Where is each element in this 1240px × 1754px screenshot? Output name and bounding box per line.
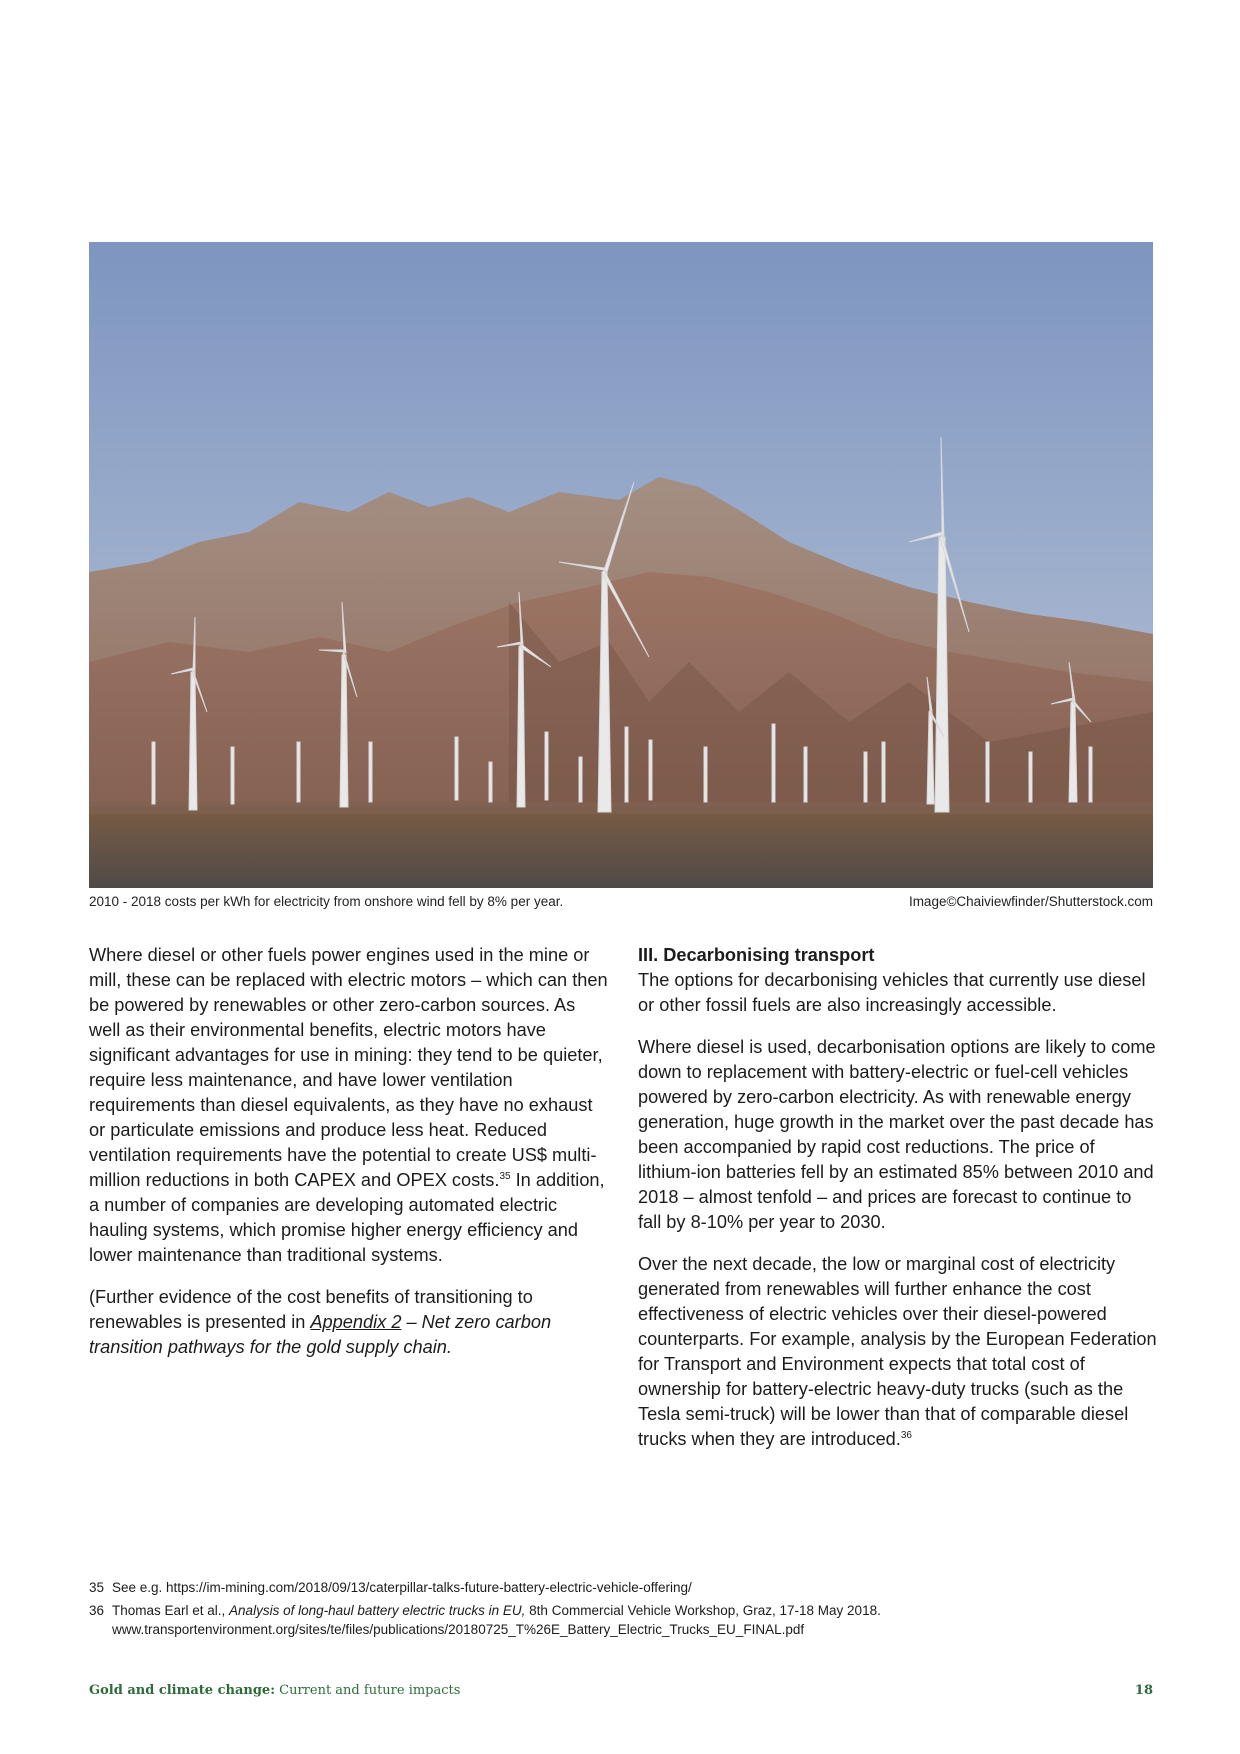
right-column (638, 943, 1158, 1469)
report-subtitle: Current and future impacts (275, 1683, 461, 1698)
turbine-tower (1069, 702, 1077, 802)
page-footer (89, 1683, 1153, 1703)
footnote-35: 35 See e.g. https://im-mining.com/2018/09/13/caterpillar-talks-future-battery-electric-vehicle-offering/ (89, 1580, 692, 1595)
right-paragraph-1: The options for decarbonising vehicles that currently use diesel or other fossil fuels are also increasingly accessible. (638, 970, 1146, 1015)
wind-farm-photo (89, 242, 1153, 888)
turbine-tower (340, 655, 348, 807)
footnote-36: 36 Thomas Earl et al., Analysis of long-haul battery electric trucks in EU, 8th Commercial Vehicle Workshop, Graz, 17-18 May 2018. www.transportenvironment.org/sites/te/files/publications/20180725_T%26E_Battery_Electric_Trucks_EU_FINAL.pdf (89, 1603, 881, 1637)
footnote-ref-36[interactable]: 36 (900, 1430, 912, 1441)
appendix-2-link[interactable]: Appendix 2 (310, 1312, 402, 1332)
turbine-tower (189, 672, 197, 810)
footnotes (89, 1578, 1153, 1643)
footnote-36-url[interactable]: www.transportenvironment.org/sites/te/files/publications/20180725_T%26E_Battery_Electric_Trucks_EU_FINAL.pdf (112, 1622, 805, 1637)
page-number: 18 (1134, 1683, 1153, 1698)
footnote-35-text[interactable]: See e.g. https://im-mining.com/2018/09/13/caterpillar-talks-future-battery-electric-vehicle-offering/ (112, 1580, 692, 1595)
turbine-tower (517, 646, 525, 807)
image-credit: Image©Chaiviewfinder/Shutterstock.com (908, 894, 1153, 909)
right-paragraph-3: Over the next decade, the low or marginal cost of electricity generated from renewables will further enhance the cost effectiveness of electric vehicles over their diesel-powered counterparts. For example, analysis by the European Federation for Transport and Environment expects that total cost of ownership for battery-electric heavy-duty trucks (such as the Tesla semi-truck) will be lower than that of comparable diesel trucks when they are introduced.$^{36}$ (638, 1254, 1157, 1449)
report-title: Gold and climate change: (89, 1683, 275, 1698)
figure-caption: 2010 - 2018 costs per kWh for electricity from onshore wind fell by 8% per year. (89, 894, 564, 909)
section-heading: III. Decarbonising transport (638, 945, 875, 965)
figure-caption-row (89, 894, 1153, 912)
right-paragraph-2: Where diesel is used, decarbonisation options are likely to come down to replacement with battery-electric or fuel-cell vehicles powered by zero-carbon electricity. As with renewable energy generation, huge growth in the market over the past decade has been accompanied by rapid cost reductions. The price of lithium-ion batteries fell by an estimated 85% between 2010 and 2018 – almost tenfold – and prices are forecast to continue to fall by 8-10% per year to 2030. (638, 1037, 1156, 1232)
left-column (89, 943, 609, 1377)
left-paragraph-2: (Further evidence of the cost benefits of transitioning to renewables is presented in Appendix 2 – Net zero carbon transition pathways for the gold supply chain. (89, 1287, 552, 1357)
footnote-ref-35[interactable]: 35 (499, 1171, 511, 1182)
left-paragraph-1: Where diesel or other fuels power engines used in the mine or mill, these can be replaced with electric motors – which can then be powered by renewables or other zero-carbon sources. As well as their environmental benefits, electric motors have significant advantages for use in mining: they tend to be quieter, require less maintenance, and have lower ventilation requirements than diesel equivalents, as they have no exhaust or particulate emissions and produce less heat. Reduced ventilation requirements have the potential to create US$ multi-million reductions in both CAPEX and OPEX costs.$^{35}$ In addition, a number of companies are developing automated electric hauling systems, which promise higher energy efficiency and lower maintenance than traditional systems. (89, 945, 608, 1265)
desert-ground (89, 807, 1153, 888)
